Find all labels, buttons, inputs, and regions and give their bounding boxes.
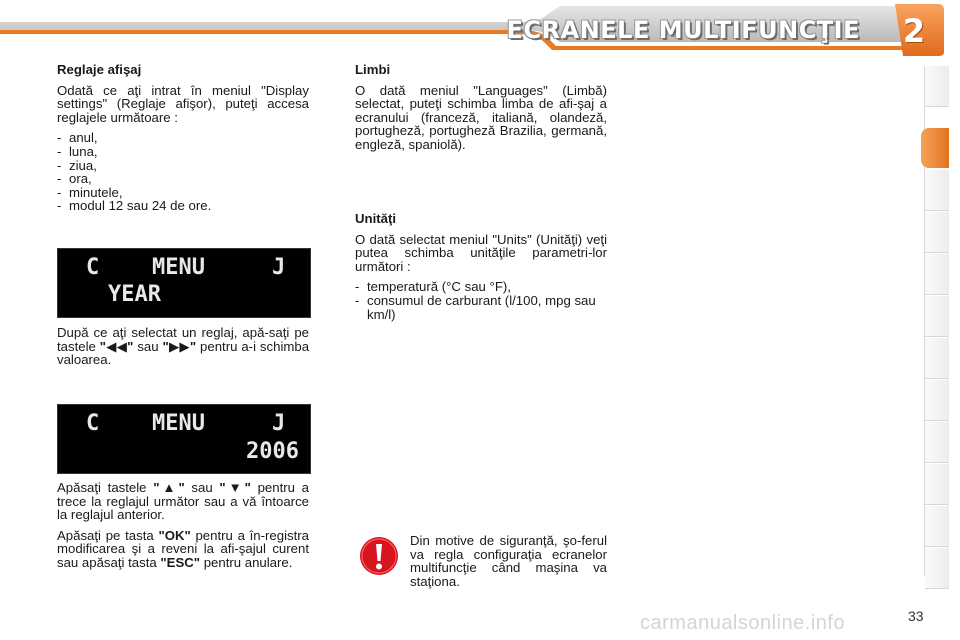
warning-text: Din motive de siguranţă, şo-ferul va regla configuraţia ecranelor multifuncţie când maşina va staţiona. (410, 533, 607, 589)
chapter-tab-10[interactable] (925, 464, 949, 505)
instruction-text: pentru a-i schimba valoarea. (57, 338, 310, 368)
units-text: O dată selectat meniul "Units" (Unităţi) veţi putea schimba unităţile parametri-lor următori : (355, 231, 607, 274)
instruction-text: pentru anulare. (203, 554, 293, 570)
rewind-key-label: "◀◀" (99, 338, 134, 354)
chapter-tab-11[interactable] (925, 506, 949, 547)
lcd-bracket-left: C (86, 255, 100, 280)
lcd-setting-value: YEAR (108, 282, 161, 307)
instruction-text: sau (191, 480, 213, 495)
list-item: - ziua, (57, 159, 309, 173)
ok-key-label: "OK" (158, 527, 191, 543)
exclamation-icon (359, 536, 399, 576)
safety-warning (355, 534, 607, 594)
display-settings-list (57, 131, 309, 213)
list-item: - modul 12 sau 24 de ore. (57, 199, 309, 213)
lcd-menu-label: MENU (152, 255, 205, 280)
instruction-text: Apăsaţi tastele (57, 480, 147, 495)
watermark: carmanualsonline.info (640, 612, 846, 634)
lcd2-instructions (57, 481, 309, 577)
right-column (355, 63, 607, 159)
page-header (0, 0, 960, 58)
chapter-tab-4[interactable] (925, 212, 949, 253)
list-item: - ora, (57, 172, 309, 186)
instruction-text: pentru a trece la reglajul următor sau a vă întoarce la reglajul anterior. (57, 480, 309, 523)
page-title: ECRANELE MULTIFUNCŢIE (506, 16, 860, 44)
chapter-tab-7[interactable] (925, 338, 949, 379)
lcd-bracket-left: C (86, 411, 100, 436)
chapter-tab-12[interactable] (925, 548, 949, 589)
lcd-bracket-right: J (272, 411, 286, 436)
list-item: - anul, (57, 131, 309, 145)
chapter-number: 2 (902, 12, 926, 50)
chapter-tab-2-active[interactable] (921, 128, 949, 168)
list-item: - minutele, (57, 186, 309, 200)
forward-key-label: "▶▶" (162, 338, 197, 354)
instruction-text: pentru a în-registra modificarea şi a reveni la afi-şajul curent sau apăsaţi tasta (57, 527, 310, 570)
left-column (57, 63, 309, 220)
chapter-tab-1[interactable] (925, 66, 949, 107)
instruction-text: După ce aţi selectat un reglaj, apă-saţi pe tastele (57, 325, 309, 354)
instruction-change-value (57, 326, 309, 367)
section-heading-languages: Limbi (355, 62, 391, 77)
list-item: - consumul de carburant (l/100, mpg sau km/l) (355, 294, 607, 321)
units-section (355, 212, 607, 328)
instruction-navigate (57, 481, 309, 522)
chapter-tab-6[interactable] (925, 296, 949, 337)
down-key-label: "▼" (219, 480, 251, 495)
languages-text: O dată meniul "Languages" (Limbă) selectat, puteţi schimba limba de afi-şaj a ecranului (franceză, italiană, olandeză, portugheză, portugheză Brazilia, germană, engleză, spaniolă). (355, 82, 607, 152)
lcd-display-year (57, 248, 311, 318)
lcd-display-year-value (57, 404, 311, 474)
chapter-tab-9[interactable] (925, 422, 949, 463)
lcd1-instructions (57, 326, 309, 374)
chapter-tab-8[interactable] (925, 380, 949, 421)
list-item: - luna, (57, 145, 309, 159)
display-settings-intro: Odată ce aţi intrat în meniul "Display settings" (Reglaje afişor), puteţi accesa reglajele următoare : (57, 82, 309, 125)
instruction-confirm (57, 529, 309, 570)
units-list (355, 280, 607, 321)
instruction-text: Apăsaţi pe tasta (57, 527, 154, 543)
instruction-text: sau (137, 338, 159, 354)
lcd-setting-value: 2006 (246, 439, 299, 464)
lcd-bracket-right: J (272, 255, 286, 280)
section-heading-display-settings: Reglaje afişaj (57, 62, 142, 77)
esc-key-label: "ESC" (160, 554, 201, 570)
chapter-tab-3[interactable] (925, 170, 949, 211)
chapter-tabs (924, 66, 949, 576)
section-heading-units: Unităţi (355, 211, 397, 226)
lcd-menu-label: MENU (152, 411, 205, 436)
chapter-tab-5[interactable] (925, 254, 949, 295)
list-item: - temperatură (°C sau °F), (355, 280, 607, 294)
up-key-label: "▲" (153, 480, 185, 495)
page-number: 33 (908, 608, 924, 624)
